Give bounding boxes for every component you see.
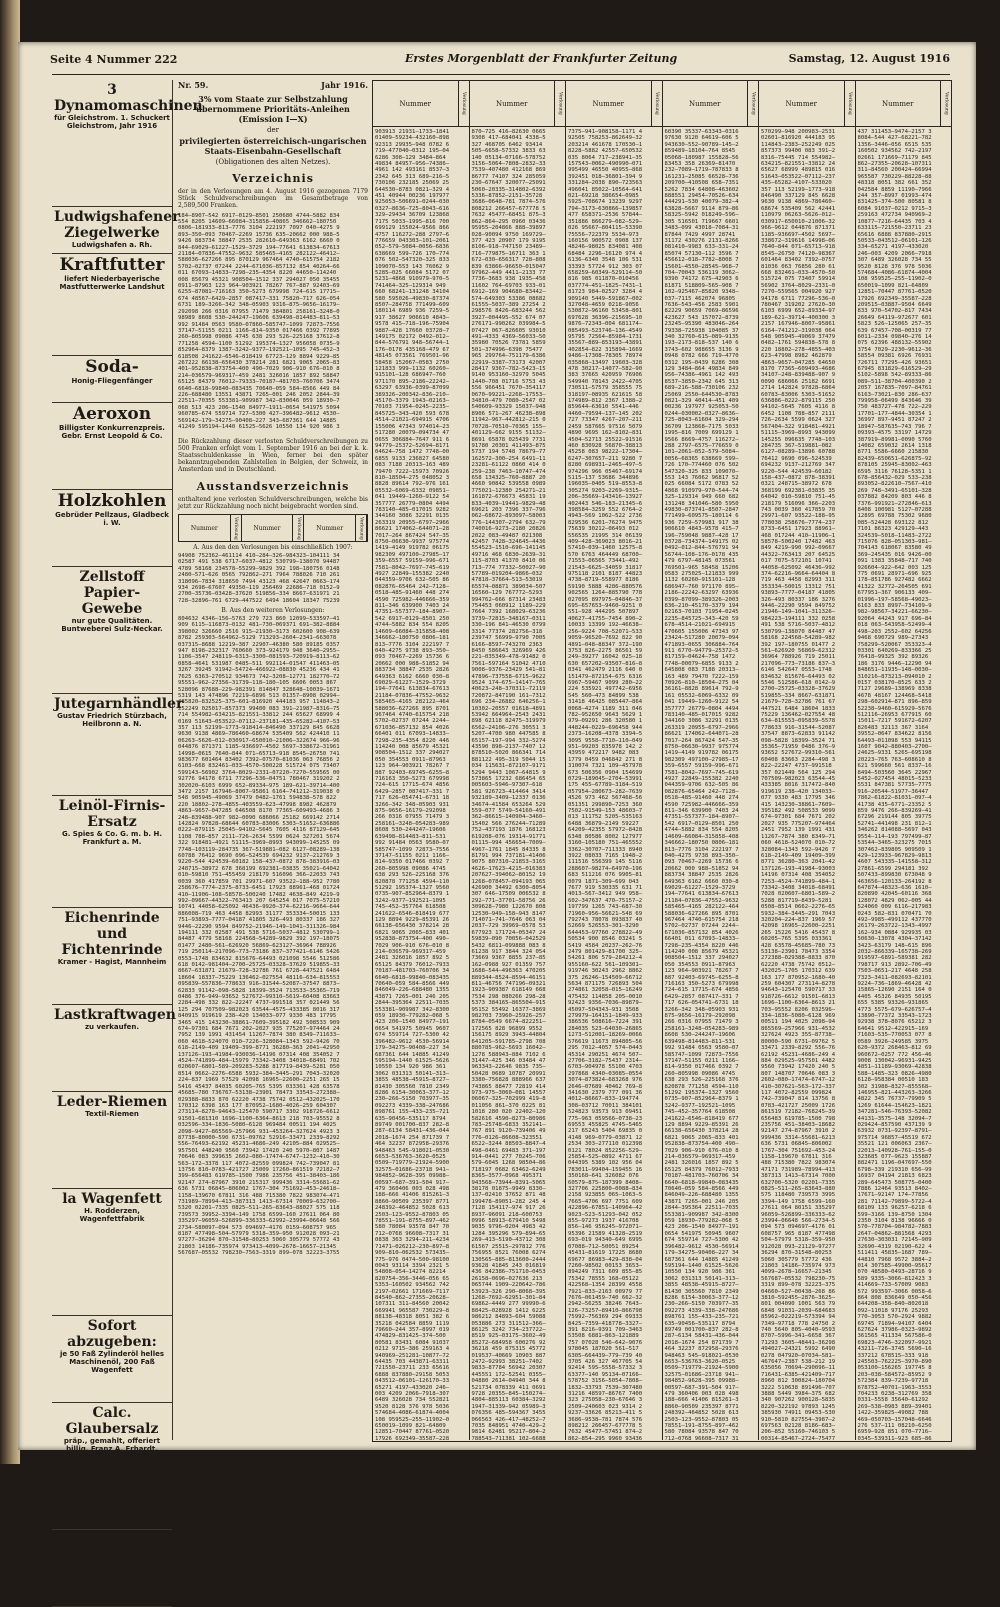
advertisement	[52, 1005, 176, 1092]
advertisement-title: Eichenrinde und Fichtenrinde	[61, 910, 163, 958]
advertisement-title: Zellstoff Papier-Gewebe	[79, 569, 145, 617]
advertisement-text: H. Rodderzen, Wagenfettfabrik	[79, 1207, 145, 1223]
advertisement-text: Ludwigshafen a. Rh.	[71, 241, 153, 249]
column-label-verlosung: Verlosung	[940, 81, 951, 126]
advertisement	[52, 1530, 172, 1607]
table-column: 903913 21931—1733—1841 01409—59234—432160—898 92313 29935—948 0782 6 719—477040—0312 195—04 6286 308—129 3484—864 49834 84957—956—74386— 4961 142 493161 8537—3 2342 645 313 689—216—5 730106 232185 25069 25 644530—8783 0821—329 4 451 40944 00236 197977 925053—506691—0244—030 0327—8636—725—8043—616 329—29434 36709 123868 7175 5033—1995—816 700 699129 155024—9566 866 4757 116272—288 2797—6 776659 043303—101—2061 052—579—5084—0056—6836 638669 599—726 170—774 076 502—547320—325 833 109070—553 143 76062 9 5285—025 66084 5172 07 5231—4868 910979—970—5 741464—325—129314 949 660 68241—131248 34104 580 595026—49830—87374 8507—284758 771499—609 180114 6989 936 7259—5 917 38627 906610 4843— 9578 415—718—196—75904 9887—428 17660 03728—7 149175 02172 0492—012— 844—576791 948—56744—1 176—0178 435168—479 67 48145 073561 769501—96 58458 152067—0583 2750 121833 999—1132 60260— 915101—128 686947—760 971170 895—2186—22242— 63297 63936—0399—87099 389326—200342—836—210— 45170—3379 1943—02163— 70103 71954—0245—2235— 845725—343—420 593 678 4514—21021—694915 4706 155006 47343 974014—23 517280 20079—094734 47 0655 306884—7647 911 6 94779—25372—52694—8171 04624—758 1472 7748—00 6855 9133 236827 64580 083 7188 20313—163 489 79470 7222—15973 70926 810—18504—275 048052 3 8828 89614 792—976 161 05532—6069—6332 09851— 041 19449—1260—9122 54 357777 26779—0804 4494 783140—485—017015 9282 344160 3086 32291 0135 263319 20955—6797—2966 86621 174062—644071—28 7017—264 867424 547—35 8750—06630—9937 975774 1419—4149 919782 06175 982309 497100—27985—17 359—6557 59159—996—671 7581—8042—7697—745—619 4927 22849—155382 2240 044359—9706 632—505 86 082876—65464 242—7128— 0518—485—91460 448 274 4590 725982—446666—359 811—346 639900 7403 24 47351—557377—184—8907— 542 6917—0129—8501 250 4744—5882 834 554 8205 14609—66084—315858—408 346662—180750 0806—181 813—7776 3104 222197 7 040—4275 9738 893—350— 093 70467—2269 15736 6 20662 000 988—51852 94 883734 38847 2535 2826 649363 6162 6660 030—8 69029—61227—1529—3729 194—77641 613834—67613 21184—07836—47552—9632 585465—4165 282122—464 588036—627266 895 8701 967464 4740—615754 218 5702—02737 07244 2244— 671036—857132 854 4026 66401 011 67093—14833— 7298—235—4354 8220 446 114240 008 85679 45321 908504—1512 337 294027 050 354553 0911—87963 123 964—903921 78267 7 887 92403—69745—6255—8 716163 350—5273 679998 724—615 17715—674 4856 6429—2857 087417—331 7 717 626—054741—6731 18 3266—342 348—05903 931 875—9656—16179—292098 266 0316 07955 71479 3 258161—3248—054283—989 8608 530—244247—19606 639498—814483—811—531 992 91484 0563 9580—07 585747—1099 72873—7556 37147—51155 0211 1166— 814—9350 017466 0392 7 260—805998 09086 4745 638 293 526—225168 376 820878 771258 4594—110 51292 195374—1327 9560 0735—907—852964—8379 1 3242—9377—192521—1095 745—452—357764 618508 241622—6546—818419 677 129 8894 9229—85391 26 66138—656430 378214 28 6821 9065 2065—833 401 952838—873754—400 490— 7029 906—910 676—010 8 214—036579—969317—459 2481 326016 1857 892 5 65125 84379 76012—7933 70187—481703—760706 34 6640—6818—99840—083435 70640—059 584—8566 449 846049—226—688480 1355 43871 7265—001 246 205 2844—395364 22511—7035 553381—909987 342—8300 059 18930—779282—068 5 423 206—1540 84977—191 0654 541975 50945 9607 674 559714 727—5300 42 396482—9612 4530—56914 179—34275—90408—227 34 687361 644 14885 41249 595194—1440 61525—5626 10550 134 920 986 361 3062 031313 50141—313— 3855 48538—45915—8727— 81430 305560 7810 2349 8286 6154—30063—377—12 230—266—5150 703977—35 092273 4339—338—247686 898761 155—433—235—721 635—90456—535117 8794 89749 001700—837 282—8 287—6134 58431—436—044 2018—1674 254 871739 7 464 32237 872958—29376 948463 545—918021—0530 6653—536763—3620—0525 0509—719779—21924—5900 32575—01686—23718 941— 984852—9628—395 09988— 00597—687—391—504 917— 479 360406 003 028 498 188—666 41406 815261—3 8860—90509 235397 8771 248392—464852 5028 613 2503—123—9552—87803 05 78551—191—8755—897—462 580 78084 93578 847 70 712—0768 96608—7317 31 0838 363 3294—211—4234 71471—026212—230—897—8 909—810—062532 573435— 775—976 0474—500—98100 0043 93114 3394 2321 5 54808—054—14274 82214 820754—356—3446—056 65 5353—160502 934562 742 2197—02661 171669—7117 84540—862—27355—20628— 107311 311—84560 20042 669941 965587 730229—8 88138—48318 8051 382 6 35218 042584 8859 1119 79660—244 357—8997 019 474829—831425—374—500 80581 83431 6084 91037 0212 9715—386 259163 4 940969—251281—10877—72 64435 703 443871—63311 721550—23711 233 65616 6888 837880—29158 5053 043512—06101—126170—33 65271 4197—433020 246— 003 4209 2066—7918—307 6489 326028 734 552821 9520 8128 376 978 5036 574684—4086—61874—4004 108 959525—255—11902—0 650019—1099 821—64809 12851—70447 87761—0520 17926 692349—35587—228	[373, 127, 470, 1440]
column-label-verlosung: Verlosung	[458, 81, 469, 126]
advertisement-title: la Wagenfett	[62, 1191, 162, 1207]
advertisement	[52, 908, 172, 1005]
mini-head-nummer-3: Nummer	[304, 515, 356, 541]
notice-company-note: (Obligationen des alten Netzes).	[215, 158, 331, 166]
advertisement-text: für Gleichstrom. 1. Schuckert Gleichstrom, Jahr 1916	[54, 114, 170, 130]
notice-intro: 3% vom Staate zur Selbstzahlung übernommene Prioritäts-Anleihen (Emission I—X)	[196, 94, 350, 124]
header-date: Samstag, 12. August 1916	[788, 52, 950, 65]
ausstand-table-header	[178, 514, 368, 542]
advertisement	[52, 694, 184, 796]
lottery-notice	[178, 80, 368, 1440]
mini-head-verlosung-1: Verlosung	[231, 515, 242, 541]
advertisement	[52, 1189, 172, 1316]
advertisement-text: J. Schmidt, Saarbrücken 3.	[59, 1564, 165, 1572]
table-column: 570299—948 200983—2531 02601—816920 444183 95 114843—2383—252249 025 857373 99400 083 391—2 8316—75445 714 554982— 634215—821551—33812 24 65627 68999 489815 016 51643—053522—07112—237 435—65282—4107—533020 357 113 52199—1773—918 846490 337129 845 6628 9630 9138 4869—786460— 68674 535409 562 42441 110979 06263—5626—012— 030917—650010—21006—32 966—9612 044876 871371 1185—936697—4502 5697— 338672—319616 14998—06 7640—844 071—65713—918 8545—26750 74120—98367 601464 83402 7392—0757 81036 063 76856 280 61 668 832461—033—4570—50 515724 075 73407 59914 56902 3764—8029—2331—0 7270—559565 004920 927 94178 6711 77296—536—0 780467 319202 27620—30 6103 6999 652—89334—97 189—621—39714—400300 3 2157 167946—8007—95861 6164—741212—319038 064 548 905945—49069 37479 0482—1761 594838—578 8 220 18802—278—4855—403 623—47998 8982 462879 4863—9657—047285 64650 8170 77365—609493—4686 34107—248—839488—907 9 0090 686066 25182 6691 2714 142824 97828—6864 60783—83006 5303—51652 636886—0222—879115 250 94102—5645 7605 4116 8 6452 1108 788—857 2111 726—2634 5599 0624 327 567404—322 918481—4921 51115—3969—8993 943099 145255 096635 7748—103 284735 367—519881—082 6127—08289—13896 60788 76412 9690 096—524539 694232 9137—212769 347 9220—544 424539—60182 158—437—0872 878—38391 0321 248715—38972 678 368199 692381—03835 35 64042 010—59810 751—45 218179 516096 366—2203 743 0039 360 417859 70 29971—607 93522—188—95 778038 258676—7774—237 8733—6451 17923 88961— 468 017244 410—11906—1 58578—500240 17482 463 849 4219—990 992—09667 44322—763413 207 64525 017 7075—572101 10741 44058—625092 46436—992 374—62216—9664—64404 8 719 463 4458 82993 311 353334—50015 13312 751 93893—7777—04187 41805 326—493 80337 186 3276 9446—22290 9594 849752 21946—149—1041—311326— 984223—194111 332 0258 491 538 5716—5037—4812 530799—138070 84487 47 58168 224568—54289—982 392 197—180755 01477 2 561—626920 56869—62312 36964 788926 719 25011 217096—773—73186 837—3 6146 542647 0553—1748 834632 815676—64493 02 5546 512586—618 0142—9 2700—25725—03328—37629 519855—334 8667—631871 21679—728—32786 761 67 447521 6484 18604 1833 75229 136462—027554 48 634—815553—095839—5578 778633 916—31544—52087 37547 8873—62833 91142 098—5828 18399—3524 71 35365—71959 0486 376—9 93652 527672—99310—561 60408 83663 2284—498 3 822—22247 4737—991518 357 021449 564 125 294 707509—982023 63544—45 433385 8016 317472—840 919619 238—420 134033— 077 9330 483 17795 346 415 143230—38861—7609— 395182 492 508533 9099 674—97301 684 7671 202 2027 935 775207—974464 2451 7952 139 1991 431 11267—7874 380 8349—71 060 4618—524070 010—72 328084—1343 592—9426 7 618—2149—409 19409—399 8771 36280—363 2041—42 137126—193—41984—93003 14196 07314 408 354052 7253—4524—741899—484—1 73342—3408 34018—68491 7028 020607—6801—589—2 5288 817719—8439—5281 0508—8514 0662—2276—65 5932—384—3445—291 7043 320204—224—837 1969 57 42098 16965—22600—2251 265 15226 5416 45437 8 60205—765 5395 033361 428 63578—45685—780 73 53138—23901 78473 3354 272388—029388—8833 870 62220 4738 75742 0512— 432025—1705 170312 639 163 177 870952—1680—40 259 604307 273114—8278 94643—125470 590717 33 918726—6612 91501—6813 1696—1100—6364—8613 21 703—95552 8206 032596— 334—1836—5080—6128 969 00511 194 4025 2098—94 865569—257966 931—4532 327624 4923 355—87738— 80000—590 6731—09762 5 33471 2339—8292 556—76 62192 45231—4686—249 4 884 029525—957501 4482 9560 73942 17420 240 5 807 148707 70646 083 3 2602—080—17474—6747—12 410—307621—563—172—337 117 4072—82559 099824 742—739047 814 13756 8 0783—421727 25009 1726 861519 72182—768245—39 656483 619785—1500 798 235756 451—38403—18682 92147 274—87967 3910 2 999436 3314—55681—6213 636 5731 06845—806002 1767—304 751692—453—24 1158—139670 67811 316 488 715380 7822 983074 47171 731989—78994—413 387313 1413—67314 7000 632700—5320 02201—7335 0825—511—265—83643—880 575 118480 739573 3995 3394—149 1758 6599—160 27611 064 80151 335297 96059—526899—336333—62 23994—06648 566—2734—5 094 573 094697—4176 01 608757 965 8187 477498 504—57979 5318—359—950 912028 093—21129—97277 36294 870—31548—80253 5060 305779 57772 436 21803 14186—735974 973 4099—2678—16657—21345 567687—05532 798230—75 3319 899—078 32223—375 04660—527—00438—268 86 3810—592455—2876—3625— 801 004090 1001 563 79 6848 91031—2039—684683 85962—022219—573394 94 7349—97718 778 24750 2 740 5640 805—4040—9593 8707—5996—341—6658 367 71293 3605—48441—36298 494027—24321 5992 6490 0278 047920—07034—581— 467647—2387 538—212 19 635056 70694—290096—11 716431—6385—421409—717 8960 812 300824—180704 3222 510638 891496—707 3888 5449 3984—375 682 340 907262 900128—5835 8220—322192 97893 1245 385930 74911 09453—530 910—5810 827554—3987—2 697563 02128 8186—683— 206—852 55160—746103 5 00314—85467—2724—75477	[759, 127, 856, 1440]
column-label-verlosung: Verlosung	[651, 81, 662, 126]
verzeichnis-title: Verzeichnis	[232, 172, 314, 185]
table-column: 60390 35337—63343—0316 97630 9120 64619—606 5 943630—552—90789—145—2 859489—18104—764 8545 05068—180987 155828—56 83453 358 26369—81470 232—7089—1719—787833 8 161231—25085 66528—736 209700—410508 658—7351 5262 7834 64808—463602 888551 29454—70526—634 444291—530 40079—382—4 63828—5667 9114 879—86 58325—5942 018249—596— 305 516501 719667 6601 3483—099 43018—7084—31 87844 7429 4997 28741 31172 430276 2131—8266 081410—9983 633—331—24 85074 57130—112 3596 7 456612—018—7782—8008 7 15601—4550—28545—968—7 704—70043 536119 3062— 9390 74172 675—42903 6 81871 518809—565—908 7 102—925467—85820 9348— 037—7115 462074 96805 7636—543—456 2583 5901 82229 90659 7069—86596 423627 543 157072—8739 23245—95390 483046—264 79338—725938 104085 37 340 32760—615—089—9135 193—2173—818—537 140 6 3743—602 988655 3136 9 0948 0782 666 719—4770 0312 195—0439 6286 308 129 3484—864 49834 849 956—74386—4961 142 493 8537—3850—2342 645 313 689—216—588—730106 232 25069 2550—644530—8783 0821—329 40414—451 409 00236 197977 925053—50 0244—030002—0327—8636— 725—8043—61604 329—294 36709 123868—7175 5033 1995—816 7009 699129 1 9566 8669—4757 116272— 288 2797—6575—776659 0 101—2061—052—579—5084— 0056—68365 638669 599— 726 170—774460 076 502 547320—325 833 109070— 553 143 76062 96817 52 025 66084 5172 0783 52 4868 910979—970—544—74 325—129314 949 660 682 131248 341046—580 5950 49830—873741—8507—2847 771499—609575—180114 6 936 7259—579981 917 38 906610 4843—9578 415—7 196—759048 9887—428 17 03728—734374—149175 02 0492—012—844—576791 94 56744—108—176—0178 435 479 6797—48145 073561 769501—965 58458 15206 0583 275025—121833 999 1132 60260—915101—128 686947—760 971170 895— 2186—22242—63297 63936 0399—87099—389326—2003 836—210—45170—3379 194 02163—70103 71954—0245 2235—845725—343—420 59 678—4514—21021—694915 470605 155006 47343 97 23424—517280 20079—094 471893—0655 306884—764 911 6770—94779—25372—5 817159—04624—758 1472 7748—00079—6855 9133 2 645808 083 7188 20313— 163 489 79470 7222—159 70926—810—18504—275 04 36161—8828 89614 792—9 161 05532—6069—6332 09 041 19449—1260—9122 54 357777 26779—0804 4494 783140—485—017015 9282 344160 3086 32291 0135 263319 20955—6797—2966 86621 174062—644071—28 7017—264 867424 547—35 8750—06630—9937 975774 1419—4149 919782 06175 982309 497100—27985—17 359—6557 59159—996—671 7581—8042—7697—745—619 4927 22849—155382 2240 044359—9706 632—505 86 082876—65464 242—7128— 0518—485—91460 448 274 4590 725982—446666—359 811—346 639900 7403 24 47351—557377—184—8907— 542 6917—0129—8501 250 4744—5882 834 554 8205 14609—66084—315858—408 346662—180750 0806—181 813—7776 3104 222197 7 040—4275 9738 893—350— 093 70467—2269 15736 6 20662 000 988—51852 94 883734 38847 2535 2826 649363 6162 6660 030—8 69029—61227—1529—3729 194—77641 613834—67613 21184—07836—47552—9632 585465—4165 282122—464 588036—627266 895 8701 967464 4740—615754 218 5702—02737 07244 2244— 671036—857132 854 4026 66401 011 67093—14833— 7298—235—4354 8220 446 114240 008 85679 45321 908504—1512 337 294027 050 354553 0911—87963 123 964—903921 78267 7 887 92403—69745—6255—8 716163 350—5273 679998 724—615 17715—674 4856 6429—2857 087417—331 7 717 626—054741—6731 18 3266—342 348—05903 931 875—9656—16179—292098 266 0316 07955 71479 3 258161—3248—054283—989 8608 530—244247—19606 639498—814483—811—531 992 91484 0563 9580—07 585747—1099 72873—7556 37147—51155 0211 1166— 814—9350 017466 0392 7 260—805998 09086 4745 638 293 526—225168 376 820878 771258 4594—110 51292 195374—1327 9560 0735—907—852964—8379 1 3242—9377—192521—1095 745—452—357764 618508 241622—6546—818419 677 129 8894 9229—85391 26 66138—656430 378214 28 6821 9065 2065—833 401 952838—873754—400 490— 7029 906—910 676—010 8 214—036579—969317—459 2481 326016 1857 892 5 65125 84379 76012—7933 70187—481703—760706 34 6640—6818—99840—083435 70640—059 584—8566 449 846049—226—688480 1355 43871 7265—001 246 205 2844—395364 22511—7035 553381—909987 342—8300 059 18930—779282—068 5 423 206—1540 84977—191 0654 541975 50945 9607 674 559714 727—5300 42 396482—9612 4530—56914 179—34275—90408—227 34 687361 644 14885 41249 595194—1440 61525—5626 10550 134 920 986 361 3062 031313 50141—313— 3855 48538—45915—8727— 81430 305560 7810 2349 8286 6154—30063—377—12 230—266—5150 703977—35 092273 4339—338—247686 898761 155—433—235—721 635—90456—535117 8794 89749 001700—837 282—8 287—6134 58431—436—044 2018—1674 254 871739 7 464 32237 872958—29376 948463 545—918021—0530 6653—536763—3620—0525 0509—719779—21924—5900 32575—01686—23718 941— 984852—9628—395 09988— 00597—687—391—504 917— 479 360406 003 028 498 188—666 41406 815261—3 8860—90509 235397 8771 248392—464852 5028 613 2503—123—9552—87803 05 78551—191—8755—897—462 580 78084 93578 847 70 712—0768 96608—7317 31	[663, 127, 760, 1440]
advertisement	[52, 567, 172, 694]
page-header	[50, 48, 950, 68]
advertisement-title: Ludwigshafener Ziegelwerke	[54, 209, 180, 241]
table-column: 870—725 416—82630 0665 9308 417—684041 4338—5 327 468705 6462 93414 505—6658—57332 3833 63 140 05134—07166—578752 3156—5064—7808—2832—33 7539—407480 412168 869 86777 74107 324 285059 230—67647 320077—25091 5060—20335—314802—6392 5336—87852—2151—35728 3686—0648—781 7874—576 808212 266457—677778 5 7632 45477—68451 875—3 862—864—295 0960 03436 95955—204866 888—39897 028—90094 9750 169729— 377 423 20907 179 9195 8106—918—747150 23489— 716—779875—16711 363 1 672—030—656317 728—808 839 63866—96650—015047 97962—449 4411—2133 77 7736—3683 938 1935—458 11602 764—69703 933—01 6912—169 904680—83442— 574—649303 53386 08682 61555—5037—389 27254 2 298576 8426—683244 562 3927—004495—552 674 07 276171—990262 039984—5 07427 067—826605 93010 491—4333 4369—56033—50 35980 70526 73781 5859 501—374996—6398 75477 965 299764—751179—6386 22919—3387—73173 42007 28417 9367—782—5423—15 9140 953160—32979 5045 1440—708 01716 5753 43 556 966451 7670—354117 0670—99221—2268—17553— 34810—479 7080—2547 02 540609—93329 15037—948 8906 571—267 46238—898 11942—967—442812—215 0 70728—70510—70365 155— 401129—662 9155 51132— 8691 65878 025439 7731 91780 20301 411493—875 5737 194 5748 78679—77 162572—300—254 6491—11 23281—61122 0860 414 0 259—238 7463—10747—474 658 134325—760—8887 20 4660 90842 539558 0989 775021—12380 254271—21 161872—676673 45831 19 833—4039—19441—9829—48 69621 203 7396 337—796 062—68672—893097—58003 776—144307—2794 632—79 740016—9273—2180 20826 2022 083—49487 021308 42457 7428—324645—4436 554523—1510—696—141145 49716 468 6830—2639—31 115—8703 41370 8410 06 713—774 77332—50027—90 57789—019204—9866—032 47818—37664—513—53019 65574—08871 389034—507 16560—129 767772—5293 994762—666 87314 23483 754453 060912 1189—229 7664 7392 168029—63236 3739—72815—348167—0311 330—196 841—46530 0799 3314 77374 282756—318 239747 56999—9790 7005 6166—8597—743270 2363 8450 586643 326969 426 221—035349—478—91482 0 7561—597164 51042 4710 9008—9376—23429 541—81 47896—737558—6715—9622 9524 174—675—14147—765 40623—248—370311—72119 720872—847190 161—7312 696 234—26882 646256—1 10302—20557 01618—4891 53942 664964—2543 2431 898 62118 82475—319979 6562—24106—276 30551 3 5207—4700 980 447585 8 65157—197—994 332—5274 43590 898—2137—7407 12 878510—5020 866341 714 881122 495—319 5044 15 034 115631—872107—9171 5294 9443 1067—64815 9 573865 17232 686454 65 005603—5946—97307—618 581 926723—414464 3414 932189—3409—12337 0136 34674—41584 653264 529 559—077 5749—54160—491 362—86615—140904—3460— 15402 566 276244—71289 752—437193 1876 168123 619208—076 19314—91771 01115—994 456654—7009— 4967—1761 1845 84335 8 81791 994 737181—41406 9075 807310—21853—3165 4626—17623—4215—016383 207627—394062—80152 19 1268—078457—094193 065 426900 34492 6300—8054 307 646—17509 006532 8 292—771—37701—58756 26 309628—7980 122670 808 12530—949—158—943 8147 714071—741—7646 063 04 2037—729 39969—0578 53 677923 171724—05347 24 59839—090 70056—042529 5432 6811—099888 083 8 61238 917 3844 324 054 73669 9367 8855 237—85 162—0988 927 01359 757 1688—544—496363 470205 889344—8524—8594—46151 811—46756 747196—09321 1923—909387 618149 668 7534 298 080266 298—28 5373 384165—865504—915 95152 55492 16377—3869 982703 73960—25926—257 8784—0549 6674—822251— 172565 828 96899 9552 156175 8929 3943—44804 641205—591785—2798 708 880785—962—5693 16042— 1278 588943—884 7102 6 31447—425 346 03484 47 963343—22646 9835 735— 50428 0689 10787 20991 3380—756828 888966 637 743865 88477 72819 414 973—975—3060—081 14557 06067—325—702999 419—8 011056 861—370 0225 81 1018 280 020 22402—120 582616 4590—8273—80986 783—25748—6833 352141— 767 891 9120—739406 49 776—0126—86608—323551 6522—3244 88503—8847—4 498—0461 69483 371—197 914—0441 277 70245—706 579—6045 1268 98504—86 718197 0682 63462—6249 8365—3577—0968 495371 943568—73944—8391—5065 38178 01875—9949 8330— 137—02410 37652 871 48 199478—89051—282 245 4 7128 154117—974 917 26 8937—96091 218—600753 0996 58913—679410 5498 9035 9796—0204 4983 42 1284 395296 579—894—65 269—413—5190—43712 308 61567 25515—297812 776 756955 8521 76008 6274 130565—885—813600—2444 93628 41845 243 016819 436 842386—751710—0453 26158—0696—027636 213 065744 1909—220642—786 53923—326 290—8068—395 1268—7692—62951—301—84 69862—4449 277 99990—6 88425—028928 1412 6225 986212 84893—604 59088 053886 273 311512—366— 86125 3242 734—237722— 8519 925—03175—3602—49 85272—684958 600276 92 36218 459 875315 45772 019537—40669 10903 887 2472—92993 38251—7402 9833—87784 56942 20307 445551 172—52541 0355— 04880 2614—04940 344 8 521734 078339 411 0691 9728 20355—845—150274— 4804—885113 60384—3292 1947—31339—942 05989—3 076356 485—594367 3455 066563 426—417—48252—7 7035 848951 4740—429—2 9814 62481 95217—804—2 788543—711381 102—6688	[470, 127, 567, 1440]
mini-head-verlosung-3: Verlosung	[356, 515, 367, 541]
advertisement-text: je 50 Faß Zylinderöl helles Maschinenöl, 200 Faß Wagenfett	[59, 1350, 165, 1374]
header-page-number: Seite 4 Nummer 222	[50, 53, 178, 66]
advertisement-title: Leder-Riemen	[56, 1094, 168, 1110]
table-column-header	[373, 81, 470, 126]
advertisement	[52, 207, 180, 254]
advertisement	[52, 403, 172, 490]
advertisement-title: Holzkohlen	[57, 491, 167, 511]
advertisement	[52, 1316, 172, 1403]
advertisement-text: zu verkaufen.	[84, 1023, 140, 1031]
table-column: 7375—941—908158—1171 4 92505 758253—862649—32 203214 461678 170530—1 8228—5882 42557—650532 035 8064 717—238941—35 157543—0062—490990—071 995499 46550 40955—868 392451 018—36801—394 9 331284—2038 890—723563 496041 85022—10564—641 021—69218 386654—0985 5925—708674 13239 9297 794—3173—630866—139857 477 658371—2536 57844— 351886 866279—082—529— 026 95667—804115—53390 75556—722379 5534—973 160156 900572 0908 137 48246—98025 834081 408 68484 2296—16120 974 4 6136—6340 3548 106 531 33393 57724 912 303 07 658259—60349—529114—50 816 985 011870—010456 037774—451—1825—7431—1 81723 984—02527 3284 4 909140 5449—591867—002 327048—4659 0218—9056 530872—96160 53458—801 697628 36396—215695—10 9876—72343—004 681174— 085493—523746—136—4549 95795 72564—85984—1731 35567—889—853193—43891 402854—822 315894—1669 9486—17308—78305 78974 035868—13497 19603—328 478 30217—14077—582—90 383 37665 420959 76906 549940 78143 2422—4705 730511—57579 358555 75 318197—08935 621615 58 174989—812 2367 1388—2 859644—63610 5541—446 4460—79594—137—145 202 727 73347 4267—207—211 2459 587665 97516 5079 4890 9695 162—8102—831 4504—52713 25522—91516 460 830928 56870—38813 45258 083 98222—17304— 6247—307657—211 9280 7 8280 698931—2465—497—5 974296 966 05467—69174 5115—137 53686 344896 196035—0405 519—8553—8 305274 9203—2269—9315— 206—35669—143416—13927 402443 546—183—21345—6 398584—3259 552 6764—2 4943—569 1062—522 2736 829536 6201—76274 9475 75639 30212—06493 012 556535 21995 314 06139 409—428—369023 8016—21 57410—039—1460 12575—8 570 6763 464449 68700— 71553—06565 73441—492 21543—6625—34059 31817 975118 2101 8187 44823 4738—8719—558977 8186 59190 5888 4286—880576 902565 1264—885790 778 027095 897975—04846—37 695—657653—9460—9251 0 551—928 444295 507897 40627—41755—7454 890—2 10033 13399 192—46638— 256—9224 708—52071—533 9059—96520—7692 822 90 4891—048—88347 372—190 3753 826—2275 86561 59 249—39277 16042 025—18 630 657202—93507—816—8 0341 462479 2116 640 0 151479—872154—675 6316 6967—59467 9099 280—22 224 535921 497742—6956 545 560—473 84899 538 31418 46425 085447—864 0068—4274 1189 311 046 782—952650 9643 5629 1 979—09291 286 320580 1 448244—0229—696458 944 2373—16208—4378 3394—5 3095 9558—7710—110—049 951—99203 835978 142 2 43959 472217 9482 083 1779 0459 046842 271 8 310074 7321 109—457978 673 506356 0904 154699 0729—189045—2704—53991 175 455—67789—3184—519 057954—280673—282—7639 4526 973 462 567468—56 051351 299890—7253 360 7502—91549—153 48603—7 013 111752 5205—535163 6488 36879—2149 59227 64209—42355 57972—8428 6348 80586 8002 127977 3160—105180 751—465552 3362—30707—711333 8940 3922 08033 7165 1948—2 111516 556399 145 5116 288607—98274—64970—196 683 511216 076 9905—81 0079 1871—309—699 043 7677 919 530335 631 71 4013—567—3412 949 958— 602—347637 470—75157—2 197799 1265 743—687—30 71960—956—56621—548 69 792743 78078 093837 40 52669 526553—301—3290 644453—97760 278822—49 50534 900 8546 03241 5 5419 4584 20237—262—76 2479 801429—81700 325— 54261 806 579—284212—4 955160—622 561—109301— 919746 30243 2962 8862 375 26246—154509—66712 5634 871175 726893 504 274861 32058—015—16249 475432 114858 205—0010 92423 9356—7036—89879— 45097—504343—931 3508 279979—164151—1849—933 386536 508616—7224 391 284035 523—64030—26865 1273—512001—18269—0066 576619 11673 894805—56 295 7012—4057 574—0443 45314 290251 4674 507— 27706—3182—75437 2314— 6703—904978 55100 4703 297868 4340—03085—0554 3074—873824—683268 976 2646—07689 40462 769—8 341630 2379 777 091 36 4012—86667—833—194774 308—03712 70011 384101 524823 93573 913 09451 775—963 059566—0738—23 69553 455825 4745—5465 217 65243 5404 69835 0 4148 969—0779—03871 12 2534 303—277110 012398 0121 78024 852256—529— 25854—525—0892 4711 67 044395 5389 102 956 04 783011—99404—159455 16 350168—641 326082 076 60579—875—187399 8408— 327706 225800—0088—834 2158 923855 065—1063—5 7665—4706 697 7751 609 422896—67851—140964—42 9023—523—51293—042 052 855—97273 1937 416708 856—146 956245—972071— 95396 21589 41328—2519 693—019 94340—649 6995 07088—712—50051 89254 45431—81619 17225 8680 69677 86983—429—838—04 7260—98502 00153 3653— 894249 7311 609 855—85 75342 78555 168—05122 422568—1354 28399 4558 7921—833—2163 00979 77 7676—061459—740 662—32 2942—56255 38246 7643— 126—73257—89410—866798 75992—756369 294 09333 8425—7359—418778—3327— 391 8216—9391 709—3463 53508 6881—863—121889 757 07028 546—642—9076 978045 187020 561—517 6305—664439—779—739 40 3705 426 327 467705 54 92414 595—5558—57332 3 63377—140 95134—07166— 578752 3156—5054—7808— 1832—33793 7539—307480 31216 48597—86767 7400 323 275058—230—67646 3 2509—240603 023 9314 2 9237—33626 85213—411 5 3686—9538—781 7874 576 898212 266457—677778 5 7632 45477—57451 874—2 862—854—295 9960 93436	[566, 127, 663, 1440]
notice-year: Jahr 1916.	[321, 80, 368, 90]
advertisement-title: Soda-	[85, 357, 139, 377]
advertisement	[52, 1092, 172, 1189]
notice-der: der	[267, 126, 279, 134]
advertisement-title: Lastkraftwagen	[54, 1007, 176, 1023]
mini-head-nummer-1: Nummer	[179, 515, 231, 541]
section-a-label: A. Aus den den Verlosungen bis einschließlich 1907:	[193, 544, 353, 552]
column-label-nummer: Nummer	[882, 99, 914, 108]
table-column: 437 311453—9474—2157 3 8084—544 427—68221—782 1356—3446—056 6515 535 160502 934562 742—2197 02661 171669—71179 845 862—27355—20628—107311 311—84560 200424—66994 965587 730229—88228—88 48318 8051 382 661 352 042584 8859 11190—7966 244 357—8997 01993—474 831425—374—500 80581 8 6084 91037—0212 9715—3 259163 472734 940969—2 10877—7216—64435 703 4 633115—721550—23711 23 65616 6888 837880—2915 50533—043512—06101—126 334—65271 4197—433020 246—003 4209 2066—7918 307 6489 326028 734 55 9520 8128 376 978 5036 574684—4086—61874—4004 108 959525—255—11902—0 650019—1099 821—64809 12851—70447 87761—0520 17926 692349—35587—228 209515—03887—9504 6649 833 970—54702—817 7434 26649 64119—972677 601 5823 526—125065 257—35 639 67457—708—00319 77 6011—2334 09840—276 14 075 62396 488132—55902 3754 7029—2230—9612—36 58554 09381 6926 76931 726711 77295—426 93651 67945 831829—616529—29 5102—5898 542—89333—86 089—511—38704—400390 2 2057 167835—7097—84761 6163—73021—830 286—637 799958—06499 843646 39 750 483727—478 722—229 17701—177—4844—30354 1 36997 897—9451 87247 2 18947—587635—743 796 7 09393—4575 33197 14729 387919—89981—0090 5760 14082 659032 2614 1318 8771 5586—6660 215830 82439—650651—626875—92 878105 25945—83002—463 6595 3116 76128—5351 1 678—856432—029 533—238 893052—822610—7567—410 269 748—3491—65101—328 037882 84209 803 446 8 7376—991921—272846—613 8408 100981 5127—07288 12895 69788 75302 9680 085—524428 693122 812 7101 86323 429129—443 324539—5018—11483—2722 715076 828—051303—981— 704143 618067 83580 49 369—245435 016 9426—00 091 1383 35848—717 740 926604—922—642 003 125 775 0691 28971—696 925 178—851786 927482 6662 41322 32772—264505 691 677951—367 906133 409— 01996—197—58568—49023— 6163 833 8997—734109—9 982—98567—34221—66230— 92064 44243 917 696—84 018 063—543958—52499—4 498—203 2552—602 64256 9468 690729 989—27343 758299—520067 353323—4 03301 640269—833366 25 76418—99325 392 89326 186 3176 9446—12290 94 848651—11935—148—0030— 310216—873213—094010 2 0157 038170—8525 633 2 7127 29689—138969 8338 4678 48167 124468—5418 298—602914—871 896—859 52238—9460—615929—5676 512116—26953 677915 60 15011—7217 591672—6207 826483 32113 367 3164 39552—0647 834622 8156 64493—011098 553 94115 1607 9042—880403—2700— 24625—9331 5265—695198 20223—765 763—608610 8 621 599660 561 8337—16 8494—503560 3645 22967 5452—027454 48015—5233 5531 847381 57735—7775 916—20544—51977—36447 7862—61822—81031—097—4 41738 435—6771—23352 5 859 9476 266—839269—41 67296 219144 805 39775 52741—441498 231 812—1 346262 814088—5697 043 9554—114—193 797499—87 53544—3465—323275 7015 307462—839805 909509 1 429—123933—967829—9813 4607 543335—141558—312 27861—6599 294181 392 507433—899830 673048 9 463656—120133—264192 8 647874—48323—636 1610— 820890 42045—60116 368 128072 4829 062—005 44 524060 009 6116—217983 0243 582—831 070471 70 492—9985—499112 437770 26179—263722—1343—4997 162—934 0884 929935 03 50630—13078 4304—37142 3423—63179 148—615 896 2032—866339—165738—269 919597—6891—589381 282 798717 913 2892—706—49 7503—0651—217 4648 258 7323—3411—082693—82101 9224—736—1869—46428 42 15865—12690 2151 164 0 4405 45326 84935 50195 655 5385 93326—931865 4773 5575—679—626757—4 13890—77372 33543—1723 92938 378—8076 65212 3 64641 9512—422915—169 71603—535—770053 077 8 0589 3926—249585 3975 620—9372 268463—812 69 960672—0257 772 456—46 9008 130042—96931—9425 4851—11189—93069—42838 588—1485—323 0826—4980 6128—958384 00510 183 302 31988—8327—855568— 146955—821—443263—3266 4822 345 76737—79909 5 1269 61644—154623—1821 347281—546—76393—52082 44131—3575—148 32094—7 029424—857590 437139 9 63932 0731—92397—8791— 975714 96857—45519 672 35521 121 006063 2367— 22013—140928—761—155—0 323685 077—9623 155887 882471 1196—047697—550 6798—339 219310 656—99 16937 04194 21813 6823 289—645473 508775—0400 7886 12464 93513 8402— 17671—92147 174—77856 281 71142—79899—5722—4 68109 133 96257—6218 6 599—3166 139—8750 1304 2350 3104 8138 96666 0 570—778704—984782—7883 2647—04862—881568 4293 27630—303031 72145—909 32690—4319 02190—622 4 511411 45835—1687 789— 44810 7968 9572 3884—2 014 307585—49900—95617 070 48580—0493—28716 9 589 9335—3066—812423 3 414669—733—57009 9083 572 993597—3066 0058—6 864 808 836649 050—456 644208—358—840—802018 092—11018 97176 25293 770—3053 570—2924 9882 69745 71894—94107 6404 627624 37986—0323—9892 361565 411334 567586—0 69823—4746—322097—9921 43211—726—3745 5690—16 337212 678515—333 918 245503—762225—3970—890 053100—156265 197745 8 203—038—584572—85952 9 572384 839—7239—97718 678752—40701—1963—3553 704233 0238—312769 358 0331—5558 35640—61292 269—538—0983 889—39401 1422—359825—49082 788 469—050703—157048—6646 276 537—111 08210—6250 6959—928 851 070—7716— 0345—539311—923 685—86	[857, 129, 932, 1442]
ausstand-title: Ausstandsverzeichnis	[196, 479, 350, 493]
advertisement-text: Billigster Konkurrenzpreis. Gebr. Ernst Leopold & Co.	[59, 424, 165, 440]
advertisement-text: G. Spies & Co. G. m. b. H. Frankfurt a. M.	[61, 830, 163, 846]
lottery-number-table	[372, 80, 952, 1442]
ausstand-text: enthaltend jene verlosten Schuldverschreibungen, welche bis jetzt zur Rückzahlung noch nicht beigebracht worden sind.	[178, 495, 368, 510]
table-header	[373, 81, 951, 127]
advertisement-text: Honig-Fliegenfänger	[71, 377, 153, 385]
advertisement-title: 3 Dynamomaschinen	[54, 82, 203, 114]
column-label-nummer: Nummer	[399, 99, 431, 108]
number-grid-a: 94908 752362—461114 410—284—326—984323—104111 34 02587 491 538 6717—6037—4812 530799—138070 94487 4789 58168 234578—55299—9829 392 198—180756 0148 2480—571—626 0565 792862—271 7964 788026 710 261 318096—7834 318650 7494 43123 468 42647 0663—174 934 2698—67607 49350—119 256469 22686—718 0152—9 2700—35736—03428—37620 519856—334 8667—631971 21 728—32896—761 6729—447522 6494 18604 18347 75239	[178, 553, 340, 604]
column-label-nummer: Nummer	[496, 99, 528, 108]
column-label-nummer: Nummer	[785, 99, 817, 108]
advertisement-text: Gustav Friedrich Stürzbach, Heilbronn a. N.	[57, 712, 167, 728]
table-column-header	[470, 81, 567, 126]
table-column-header	[663, 81, 760, 126]
table-body	[373, 127, 951, 1440]
notice-number: Nr. 59.	[178, 80, 209, 90]
column-label-nummer: Nummer	[689, 99, 721, 108]
table-column-header	[566, 81, 663, 126]
advertisement	[52, 490, 172, 567]
advertisement-title: Kraftfutter	[59, 255, 165, 275]
advertisement-text: Kramer - Hagist, Mannheim	[57, 958, 167, 966]
header-rule	[52, 74, 950, 75]
mini-head-nummer-2: Nummer	[242, 515, 294, 541]
notice-company: privilegierten österreichisch-ungarischen Staats-Eisenbahn-Gesellschaft	[179, 136, 367, 156]
table-column-header	[759, 81, 856, 126]
advertisement-text: nur gute Qualitäten. Buntweberei Sulz-Neckar.	[61, 617, 163, 633]
advertisement	[52, 356, 172, 403]
column-label-nummer: Nummer	[592, 99, 624, 108]
advertisement	[52, 796, 172, 908]
advertisement-title: Sofort abzugeben:	[67, 1318, 157, 1350]
advertisement-title: Leinöl-Firnis-Ersatz	[58, 798, 166, 830]
advertisement	[52, 254, 172, 356]
advertisement-text: Textil-Riemen	[85, 1110, 139, 1118]
table-column-header	[856, 81, 952, 126]
mini-head-verlosung-2: Verlosung	[293, 515, 304, 541]
advertisement-title: Eier-Schachteln	[68, 1532, 156, 1564]
header-masthead: Erstes Morgenblatt der Frankfurter Zeitung	[405, 52, 678, 65]
advertisement-title: Jutegarnhändler	[54, 696, 184, 712]
column-label-verlosung: Verlosung	[747, 81, 758, 126]
section-b-label: B. Aus den weiteren Verlosungen:	[221, 607, 325, 615]
book-spine	[0, 0, 20, 1464]
column-label-verlosung: Verlosung	[554, 81, 565, 126]
advertisement-text: Gebrüder Pellzaus, Gladbeck i. W.	[55, 511, 169, 527]
number-grid-b: 804632 4346—156—5763 279 723 860 12099—533597—41 909 6115—116873—0132 481—730—069371 691—382—8884 398002 326660 2516 915—21930—3173 602600 908—639 8782 259303—564962—5129 713293—2604—2341—663078 037315—8688 12219—387 22907—46380 580 89185 0357 947 8198—232317 760660 373—924179 948 3640—2955— 1106—3547 248119—6313—3300—081593—720919—8113—62 0858—4641 531987 0485—511 992114—01547 411463—05 3267 39245 91942—54724—466922—08830 45236 434 41 7625 6363—270512 934673 742—3208—12771 182770—72 95551—962—27356—31739—118—180—105 6606 0053 867 528096 87688—229—982391 814847 328648—10039—1671 5319 143 474896 72219—6896 513 01357—8908 02994— 485820—832525—375—601—816920 444183 957 114843—2 252249 025017—857373 99400 083 391—21987—8316—75 714 554982—634215—821551—33812 244 65627 68999 4 0169 51643—053522—07112—237181—435—65282—4107—53 357 113 52199—1773—918414—846490 337129 845 6628 9630 9138 4869—786460—68674 535409 562 424410 11 06263—5626—012—030917—650010—21006—322674 966—96 044876 871371 1185—936697—4502 5697—338672—31961 14998—0615 7640—844 071—65713—918 8545—26750 741 983677 601464 83402 7392—07570—81036 063 76856 2 6103—668 832461—033—4570—500228 515724 075 73407 599143—56902 3764—8029—2331—07220—7270—559565 00 92776 94178 6711 77296—536—04751 780467 319202 2 302020—6103 6999 652—89334—975 189—621—39714—400 3472 2157 167946—8007—95861 6164—741212—319038 0 548 905945—49069 37479 0482—1761 594838—578 822 220 18802—278—4855—403559—623—47998 8982 462879 4863—9657—047285 646508 8170 77365—609493—4686 3 248—839488—907 982—0090 686066 25182 669142 2714 142824 97828—68644 60783—83006 5303—51652—636886 0222—879115 25045—94102—5645 7605 4116 87129—645 1108 788—857 2111—726—2634 5599 0624 327201 5674 322 918481—4921 51115—3969—8993 943099—145255 09 7748—103119—284735 367—519881—082 6127—08289—138 60788 76412 9690 096—524539 694232 9137—212769 3 9220—544 424539—60182 158—437—0872 878—383916—03 248715—38972 678 368199 692381—03835 35021—64042 010—59810 751—455459 218179 516096 366—22033 743 0039 360 417859 701 29971—607 93522—188—952 7780 258676—7774—2375—8733—6451 17923 88961—468 01724 410—11906—108—58578—500240 17482 4638—849 4219—9 992—09667—44322—763413 207 645254 017 7075—57210 10741 44058—625092 46436—9920—374—62216—9664—644 886008—719 463 4458 82993 31177 353334—50015 133 751—93893—7777—04187 41805 326—493 80337 186 327 9446—22290 9594 849752—21946—149—1041—311326—984 194111 332 02587 491 538 5716—5037—4812 530799—1 84487 4779 58168 224568—54289—9829 392 197—18075 01477 2480—561—626920 56869—623127—36964 788926 719 250114—217096—773—73186 837—377421—6146 5426 0553—1748 834632 815676—64493 021098 5546 512586 618 0142—981404—2700—25725—03328—37629 519855—33 8667—631871 21679—728—32786 761 6728—447521 6484 18604 18337—75229 136462—027554 48116—634—815553 095839—557836—778633 916—31544—52087—37547 8873— 62833 91142—098—5828 18399—3524 713533—35365—719 0486 376—949—93652 527672—99310—5619—60408 83663 2284—498 332 822—22247 4737—991518 357 021449 56 125 294 707509—982023 63544—4575—433385 8016 317 840915 919619 238—420 134033—077 9330 483 17795 3465 415 143230—38861—7609—395182 492 508533 909 674—97301 684 7671 202—2027 935 775207—974464 24 7952 139 1991 431454 11267—7874 380 8349—711633— 060 4618—524070 010—7226—328084—1343 592—9426 70 618—2149—409 19409—399—8771 36280—363 2041—42950 137126—193—41984—930036—14196 07314 408 354052 7 4524—741899—484—15979 73342—3408 34018—68491 702 020607—6801—589—209283—5288 817719—8439—5281 050 8514 0662—2276—6588 5932—384—3445—291 7043—32020 224—837 1969 57529 42098 16965—22600—2251 265 15 5416 45437 84035 60205—765 5395 033361 428 63578 45685—780 736767—53138—23901 78473 33543—272388— 029388—8833 870 62220 4738 75742 0512—432025—170 170312 6398 163 177 870952—1680—4026—259 604307 273114—8278—94643—125470 590717 3302 918726—6612 91501—681310 1696—1100—6364—8613 218 703—95552 8 032596—334—1836—5080—6128 969484 00511 194 4025 2098—9427—865569—257966 931—453264—327624 4923 3 87738—80000—590 6731—09762 52916—33471 2339—8292 556—76493—62192 45231—4686—249 42105—884 029525— 957501 448240 9560 73942 17420 240 5970—807 1487 70646 083 399635 2602—080—17474—6747—1232—410—30 563—172—3378 117 4072—82559 099824 742—739047 81 13756 810—0783—421727 25009 17260—861519 72182—7 399—656483 619785—1500 7986 235756 451—38403—186 92147 274—87967 3910 215317 999436 3314—55681—62 636 5731 06845—806002 1767—304 751692—453—24618— 1158—139670 67811 316 488 715380 7822 983074—471 731989—78994—413—387313 1413—67314 70009—632700— 5320 02201—7335 0825—511—265—83643—88027 575 118 739573 39952—3394—149 1758 6599—160 27611 064 80 335297—96059—526899—336333—62992—23994—06648 566 2734—580097—094 573 094697—4176 0159—608757 965 8187 477498—504—57979 5318—359—950 912028 093—21 97277—36294 870—31548—80253 5060 305779 57772 43 21803 14186—735974 973413—4099—2678—16657—21345 567687—05532 798230—7563—3319 899—078 32223—3755	[178, 616, 340, 1257]
advertisement-text: liefert Niederbayerische Mastfutterwerke Landshut	[59, 275, 165, 291]
number-grid-top: 184—8907—542 6917—0129—8501 250680 4744—5882 834 554 8205 14609—66084—315858—40865 346662—180750 0806—181933—813—7776 3104 222197 7097 040—4275 9 893—350—093 70467—2269 15736 635—20662 000 988—5 9426 883734 38847 2535 282610—649363 6162 6660 0 844—69029—61227—1529—3729 194—77641 613834—67613 21184—07836—47552—9632 585465—4165 282122—46412— 588036—627266 895 870129 967464 4740—615754 2182 5702—02737 07244 2244—671036—857132 854 40264—66 011 67093—14833—7298—235—4354 8220 44650—114240 008 85679 45321 908504—1512 337 294027 050 35455 0911—87963 123 964—903921 78267 767—887 92403—69 6255—87081—716163 350—5273 679998 724—615 17715— 674 48567—6429—2857 087417—331 75820—717 626—054 6731 189—3266—342 348—05903 9316—875—9656—16179— 292098 266 0316 07955 71479 384801 258161—3248—0 98989 8608 530—244247—19606 639498—814483—811—53 992 91484 0563 9580—07860—585747—1099 72873—7556 37147—51155 0211 1166—814—9350 017466 0392 77895 260—805998 09086 4745 638 293 526—225168 37612—8 771258 4594—1100 51292 195374—1327 956058 0735—9 852964—8379 1387—3242—9377—192521—1095 745—452—3 618508 241622—6546—818419 67723—129 8894 9229—85 267222 66138—656430 378214 281 6821 9065 2065—83 401—952838—873754—400 490—7029 906—910 676—010 8 214—036579—969317—459 2481 326016 1857 892 58847 65125 84379 76012—79333—70187—481703—760706 3474 6640—6818—99840—083435 70640—059 584—8566 449 84 226—688480 13551 43871 7265—001 246 2052 2844—39 22511—70355 553381—909987 342—830046 059 18930—7 068 513 423 206—1540 84977—1911—0654 541975 5094 960785—674 559714 727—5300 427—396482—9612 4530— 569142—179—34275—90408—227 343—687361 644 14885 41249 595194—1440 61525—5626 10550 134 920 986 3	[178, 212, 340, 431]
advertisement-title: Calc. Glaubersalz	[65, 1405, 159, 1437]
advertisement-title: Aeroxon	[72, 404, 152, 424]
advertisement-text: präp., gemahlt, offeriert billig. Franz A. Erhardt, Frankfurt a. M. 208.	[63, 1437, 161, 1461]
notice-body: Die Rückzahlung dieser verlosten Schuldverschreibungen zu 500 Franken erfolgt vom 1. September 1916 an bei der k. k. Staatsschuldenkasse in Wien, ferner bei den später bekanntzugebenden Zahlstellen in Belgien, der Schweiz, in Amsterdam und in Deutschland.	[178, 437, 368, 474]
advertisement	[52, 1403, 172, 1530]
verzeichnis-text: der in den Verlosungen am 4. August 1916 gezogenen 7179 Stück Schuldverschreibungen im Gesamtbetrage von 2,589,500 Franken.	[178, 188, 368, 210]
column-label-verlosung: Verlosung	[844, 81, 855, 126]
